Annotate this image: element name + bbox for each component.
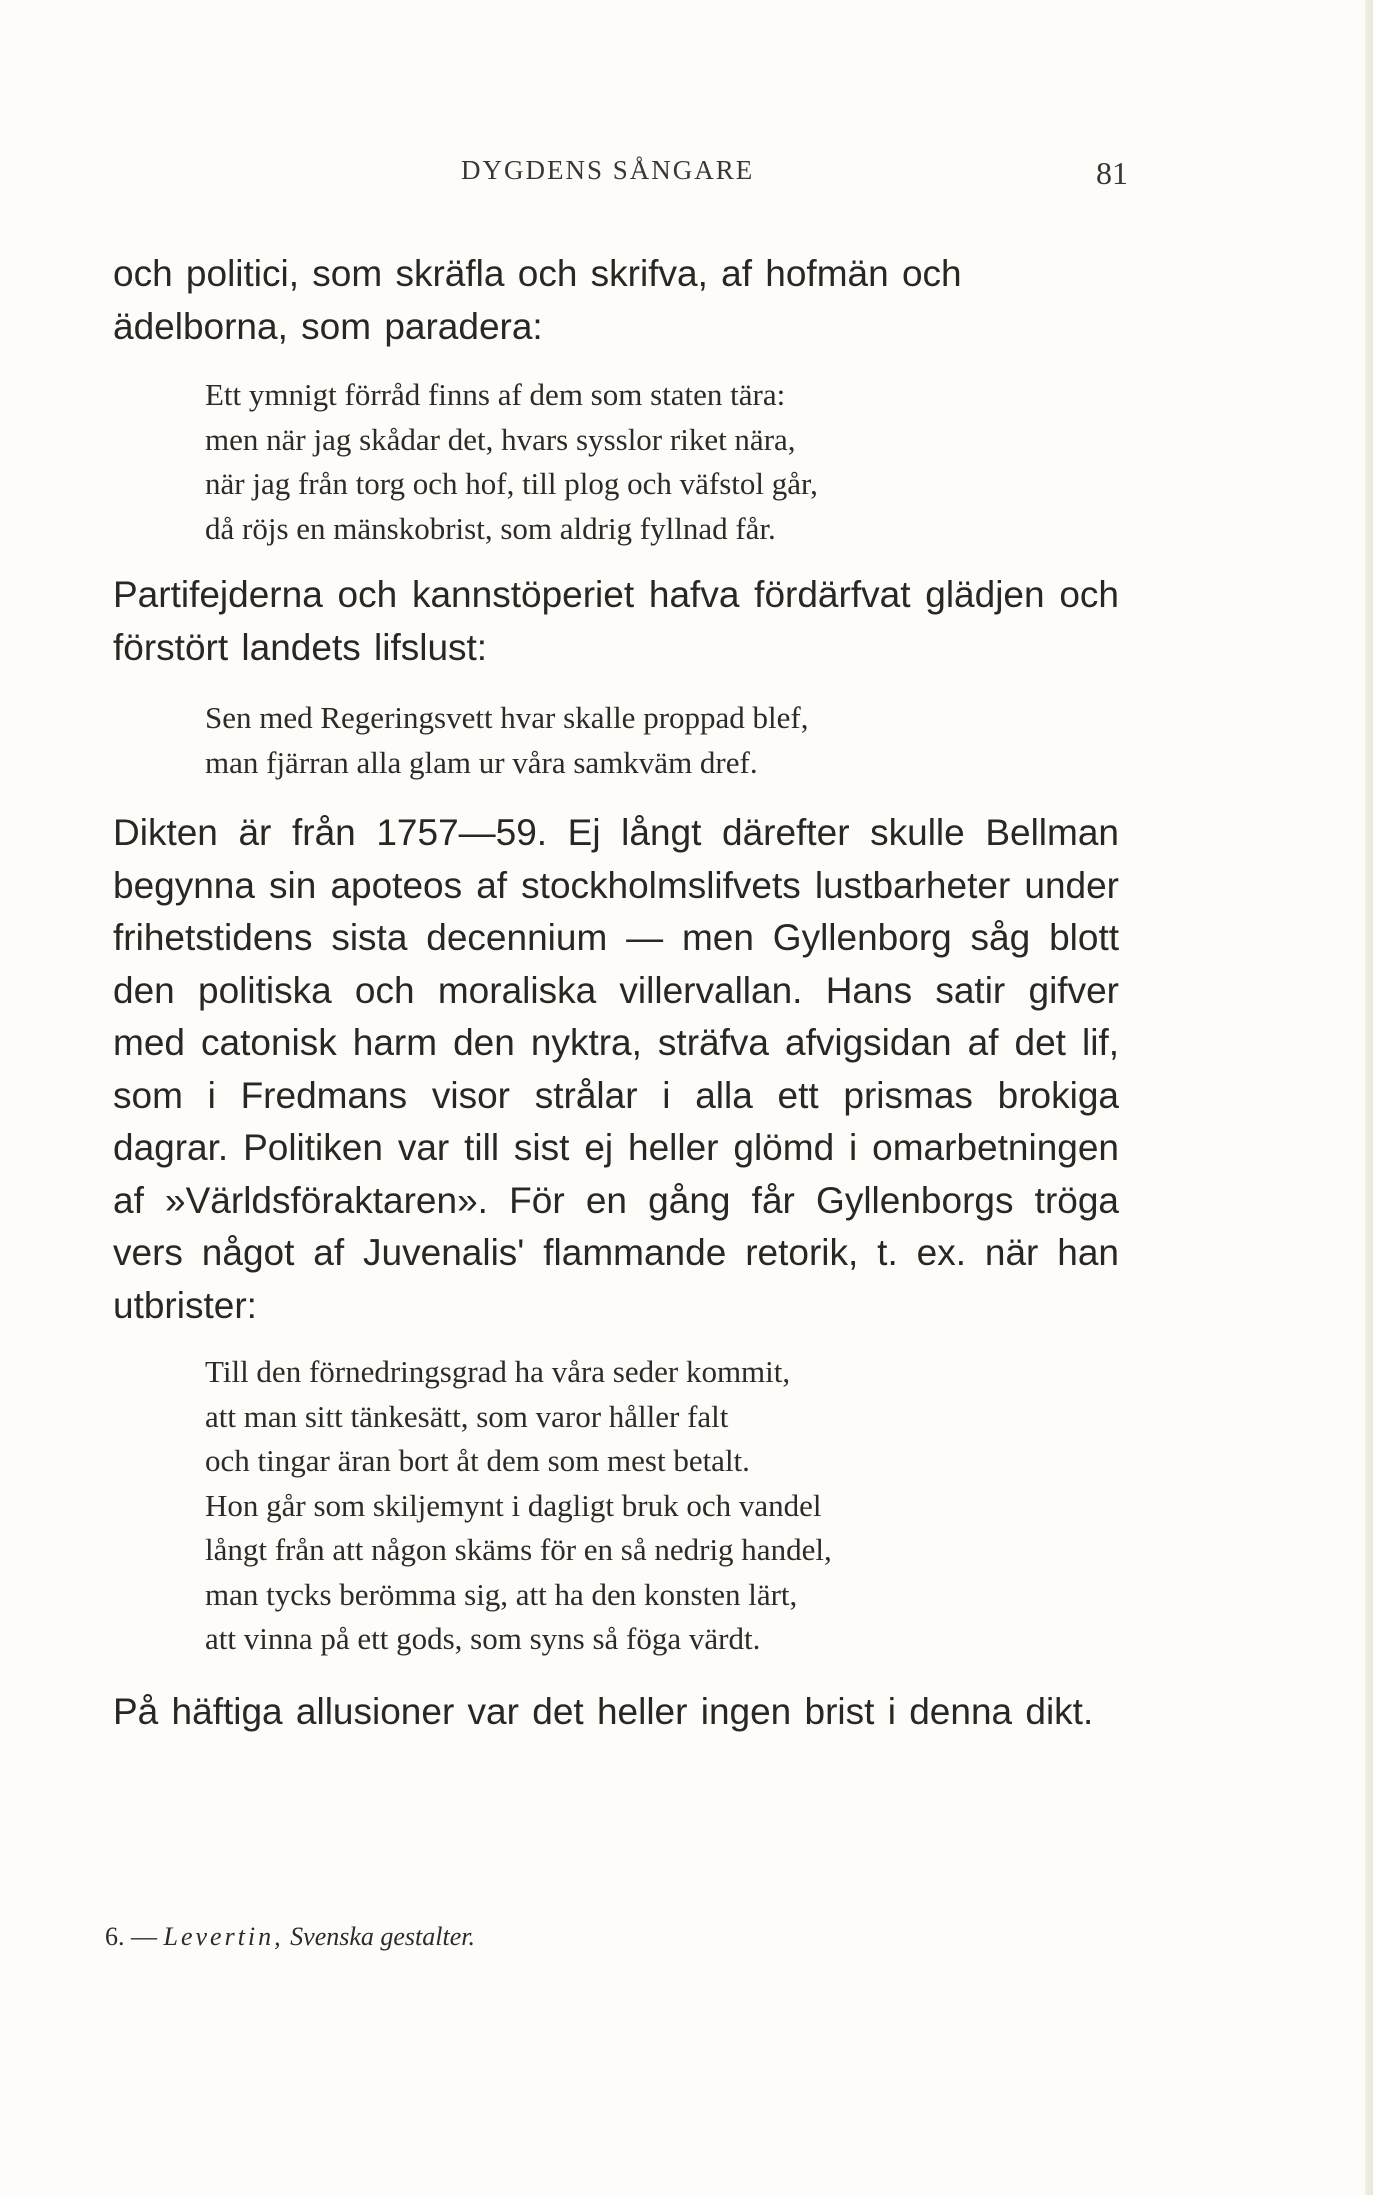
verse-line: långt från att någon skäms för en så nedrig handel, [205,1532,832,1567]
verse-line: man fjärran alla glam ur våra samkväm dref. [205,744,758,780]
page-number: 81 [1096,155,1128,191]
verse-line: Ett ymnigt förråd finns af dem som staten tära: [205,377,786,412]
signature-work: Svenska gestalter. [290,1922,475,1951]
verse-line: Sen med Regeringsvett hvar skalle proppad blef, [205,700,809,735]
verse-line: och tingar äran bort åt dem som mest betalt. [205,1443,750,1478]
signature-dash: — [131,1922,157,1951]
paragraph-4: På häftiga allusioner var det heller ingen brist i denna dikt. [113,1690,1094,1732]
page-header [0,155,1373,195]
paragraph-2: Partifejderna och kannstöperiet hafva fördärfvat glädjen och förstört landets lifslust: [113,574,1119,668]
signature-line [105,1922,475,1952]
verse-quote-2 [113,696,1119,785]
verse-line: Hon går som skiljemynt i dagligt bruk och vandel [205,1487,822,1523]
paragraph-3: Dikten är från 1757—59. Ej långt därefter skulle Bellman begynna sin apoteos af stockholmslifvets lustbarheter under frihetstidens sista decennium — men Gyllenborg såg blott den politiska och moraliska villervallan. Hans satir gifver med catonisk harm den nyktra, sträfva afvigsidan af det lif, som i Fredmans visor strålar i alla ett prismas brokiga dagrar. Politiken var till sist ej heller glömd i omarbetningen af »Världsföraktaren». För en gång får Gyllenborgs tröga vers något af Juvenalis' flammande retorik, t. ex. när han utbrister: [113,812,1119,1326]
signature-author: Levertin, [163,1922,284,1951]
signature-mark: 6. [105,1922,125,1951]
verse-line: att vinna på ett gods, som syns så föga värdt. [205,1621,761,1656]
verse-line: men när jag skådar det, hvars sysslor riket nära, [205,421,796,457]
page-edge [1365,0,1373,2195]
page-body [113,248,1119,1738]
verse-line: när jag från torg och hof, till plog och väfstol går, [205,466,818,501]
verse-quote-3 [113,1350,1119,1662]
verse-line: man tycks berömma sig, att ha den konsten lärt, [205,1576,798,1612]
verse-quote-1 [113,373,1119,551]
verse-line: då röjs en mänskobrist, som aldrig fyllnad får. [205,510,776,546]
running-title: DYGDENS SÅNGARE [461,155,755,185]
verse-line: att man sitt tänkesätt, som varor håller falt [205,1398,729,1434]
verse-line: Till den förnedringsgrad ha våra seder kommit, [205,1354,791,1389]
paragraph-1: och politici, som skräfla och skrifva, af hofmän och ädelborna, som paradera: [113,253,962,347]
